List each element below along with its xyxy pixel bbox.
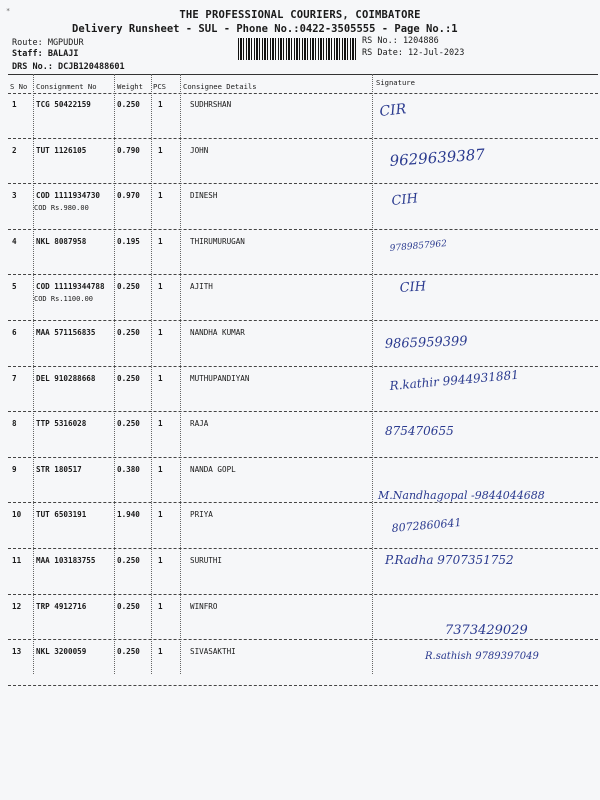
cell-consignment: STR 180517 xyxy=(36,464,82,474)
cell-weight: 0.250 xyxy=(117,328,140,337)
cell-sno: 6 xyxy=(12,328,17,337)
cell-weight: 0.250 xyxy=(117,282,140,292)
cell-sno: 3 xyxy=(12,191,17,201)
cell-pcs: 1 xyxy=(158,328,163,337)
company-title: THE PROFESSIONAL COURIERS, COIMBATORE xyxy=(179,9,421,21)
signature-handwritten xyxy=(370,550,595,590)
rs-date: RS Date: 12-Jul-2023 xyxy=(362,48,465,58)
cell-consignee: NANDHA KUMAR xyxy=(190,328,245,337)
col-weight: Weight xyxy=(117,82,143,91)
signature-handwritten xyxy=(370,504,595,544)
row-divider xyxy=(8,411,598,412)
column-divider xyxy=(151,74,152,674)
table-top-rule xyxy=(8,74,598,75)
cell-pcs: 1 xyxy=(158,145,163,155)
cell-sno: 7 xyxy=(12,373,17,383)
cell-weight: 0.250 xyxy=(117,601,140,611)
row-divider xyxy=(8,594,598,595)
cell-consignee: SURUTHI xyxy=(190,556,223,565)
cell-sno: 12 xyxy=(12,601,22,611)
signature-handwritten xyxy=(370,94,595,134)
cell-pcs: 1 xyxy=(158,419,163,429)
signature-text: 875470655 xyxy=(385,424,454,439)
signature-handwritten xyxy=(370,140,595,180)
cell-consignment: COD 11119344788 xyxy=(36,282,105,292)
row-divider xyxy=(8,229,598,230)
column-divider xyxy=(114,74,115,674)
cell-weight: 0.250 xyxy=(117,100,140,109)
cell-consignee: MUTHUPANDIYAN xyxy=(190,373,250,383)
column-divider xyxy=(33,74,34,674)
cell-pcs: 1 xyxy=(158,464,163,474)
signature-text: M.Nandhagopal -9844044688 xyxy=(378,488,545,502)
row-divider xyxy=(8,639,598,640)
signature-text: P.Radha 9707351752 xyxy=(385,553,514,567)
barcode xyxy=(238,38,356,60)
signature-handwritten xyxy=(370,185,595,225)
cell-consignment: NKL 3200059 xyxy=(36,647,87,657)
row-divider xyxy=(8,274,598,275)
cell-consignee: RAJA xyxy=(190,419,209,429)
signature-handwritten xyxy=(370,413,595,453)
cell-sno: 10 xyxy=(12,510,22,520)
row-divider xyxy=(8,183,598,184)
signature-text: R.sathish 9789397049 xyxy=(425,651,539,663)
cell-pcs: 1 xyxy=(158,373,163,383)
row-divider xyxy=(8,366,598,367)
signature-text: 9865959399 xyxy=(384,334,468,352)
cell-sno: 4 xyxy=(12,236,17,246)
cell-consignee: SIVASAKTHI xyxy=(190,647,236,657)
cell-consignment: COD 1111934730 xyxy=(36,191,101,201)
cell-consignment: TUT 6503191 xyxy=(36,510,87,520)
cell-weight: 0.250 xyxy=(117,373,140,383)
row-divider xyxy=(8,457,598,458)
row-divider xyxy=(8,502,598,503)
cell-consignee: NANDA GOPL xyxy=(190,464,236,474)
cell-sno: 11 xyxy=(12,556,22,565)
signature-handwritten xyxy=(370,596,595,636)
cell-consignee: SUDHRSHAN xyxy=(190,100,232,109)
cell-pcs: 1 xyxy=(158,647,163,657)
signature-text: CIR xyxy=(378,101,408,120)
cell-sno: 1 xyxy=(12,100,17,109)
cell-weight: 0.970 xyxy=(117,191,140,201)
signature-handwritten xyxy=(370,276,595,316)
row-divider xyxy=(8,320,598,321)
cell-consignee: DINESH xyxy=(190,191,218,201)
cell-weight: 0.380 xyxy=(117,464,140,474)
cell-consignee: AJITH xyxy=(190,282,213,292)
signature-handwritten xyxy=(370,641,595,681)
cell-sno: 5 xyxy=(12,282,17,292)
cell-weight: 0.250 xyxy=(117,419,140,429)
cell-consignment: TUT 1126105 xyxy=(36,145,87,155)
col-sno: S No xyxy=(10,82,28,91)
cell-consignment: TRP 4912716 xyxy=(36,601,87,611)
signature-handwritten xyxy=(370,459,595,502)
cell-pcs: 1 xyxy=(158,601,163,611)
cell-weight: 0.250 xyxy=(117,647,140,657)
cell-weight: 0.250 xyxy=(117,556,140,565)
cell-sno: 2 xyxy=(12,145,17,155)
cell-consignee: WINFRO xyxy=(190,601,218,611)
cell-pcs: 1 xyxy=(158,191,163,201)
signature-text: 8072860641 xyxy=(391,516,462,536)
signature-handwritten xyxy=(370,368,595,408)
cell-weight: 1.940 xyxy=(117,510,140,520)
cell-pcs: 1 xyxy=(158,510,163,520)
signature-handwritten xyxy=(370,322,595,362)
staff-label: Staff: BALAJI xyxy=(12,49,79,59)
cell-consignment: TTP 5316028 xyxy=(36,419,87,429)
signature-text: 7373429029 xyxy=(445,622,528,638)
cod-amount: COD Rs.980.00 xyxy=(34,204,89,213)
signature-text: CIH xyxy=(390,191,419,210)
cell-consignee: THIRUMURUGAN xyxy=(190,236,245,246)
cell-pcs: 1 xyxy=(158,556,163,565)
cell-consignment: MAA 103183755 xyxy=(36,556,96,565)
runsheet-subtitle: Delivery Runsheet - SUL - Phone No.:0422-3505555 - Page No.:1 xyxy=(72,23,458,35)
rs-number: RS No.: 1204886 xyxy=(362,36,439,46)
corner-mark: * xyxy=(6,7,11,15)
row-divider xyxy=(8,138,598,139)
cell-sno: 8 xyxy=(12,419,17,429)
cell-pcs: 1 xyxy=(158,282,163,292)
signature-text: CIH xyxy=(399,279,427,297)
cell-sno: 13 xyxy=(12,647,22,657)
cell-weight: 0.790 xyxy=(117,145,140,155)
signature-handwritten xyxy=(370,231,595,271)
row-divider xyxy=(8,685,598,686)
cell-sno: 9 xyxy=(12,464,17,474)
cell-pcs: 1 xyxy=(158,100,163,109)
signature-text: 9789857962 xyxy=(389,238,448,254)
col-pcs: PCS xyxy=(153,82,166,91)
row-divider xyxy=(8,548,598,549)
cell-consignment: NKL 8087958 xyxy=(36,236,87,246)
cell-consignment: DEL 910288668 xyxy=(36,373,96,383)
drs-number: DRS No.: DCJB120488601 xyxy=(12,62,125,72)
cell-consignment: TCG 50422159 xyxy=(36,100,91,109)
cell-weight: 0.195 xyxy=(117,236,140,246)
signature-text: R.kathir 9944931881 xyxy=(389,367,520,393)
cell-consignee: JOHN xyxy=(190,145,209,155)
col-consignment: Consignment No xyxy=(36,82,97,91)
cod-amount: COD Rs.1100.00 xyxy=(34,295,94,304)
cell-consignment: MAA 571156835 xyxy=(36,328,96,337)
cell-pcs: 1 xyxy=(158,236,163,246)
signature-text: 9629639387 xyxy=(389,144,486,170)
cell-consignee: PRIYA xyxy=(190,510,213,520)
col-consignee: Consignee Details xyxy=(183,82,257,91)
column-divider xyxy=(180,74,181,674)
col-signature: Signature xyxy=(376,78,415,87)
route-label: Route: MGPUDUR xyxy=(12,38,84,48)
